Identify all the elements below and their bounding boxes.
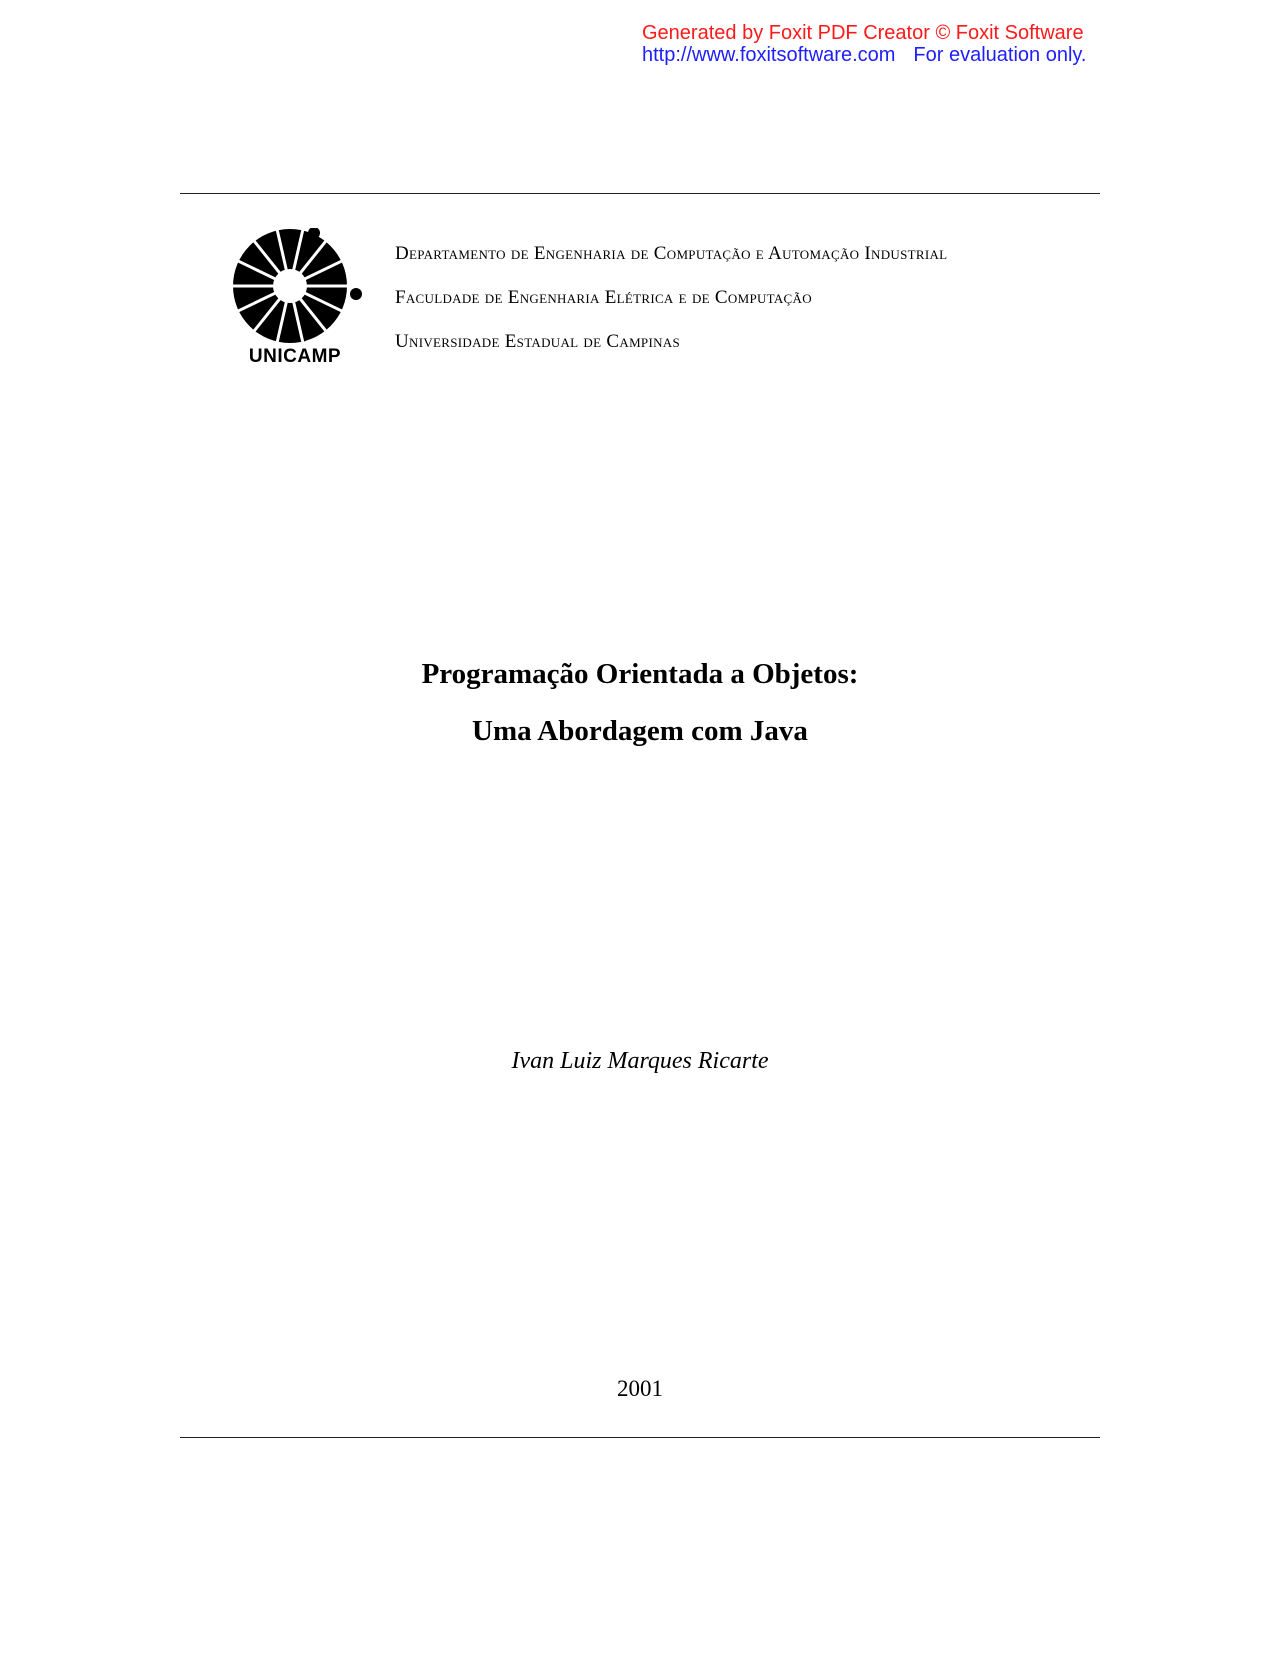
watermark-evaluation-note: For evaluation only.: [913, 44, 1087, 66]
watermark-url-line: [642, 44, 1086, 66]
document-subtitle: Uma Abordagem com Java: [472, 715, 808, 747]
publication-year: 2001: [617, 1376, 663, 1401]
bottom-divider: [180, 1437, 1100, 1438]
faculty-name: Faculdade de Engenharia Elétrica e de Computação: [395, 287, 812, 308]
evaluation-watermark: [642, 22, 1086, 66]
department-name: Departamento de Engenharia de Computação e Automação Industrial: [395, 243, 948, 264]
unicamp-logo-icon: [230, 228, 366, 343]
watermark-url-link[interactable]: http://www.foxitsoftware.com: [642, 44, 896, 66]
logo-wordmark: UNICAMP: [248, 346, 342, 367]
author-name: Ivan Luiz Marques Ricarte: [511, 1048, 769, 1074]
top-divider: [180, 193, 1100, 194]
university-name: Universidade Estadual de Campinas: [395, 331, 680, 352]
unicamp-logo: [230, 228, 366, 368]
watermark-generator-text: Generated by Foxit PDF Creator © Foxit Software: [642, 22, 1084, 44]
logo-dot: [350, 288, 362, 300]
document-title: Programação Orientada a Objetos:: [421, 658, 859, 690]
